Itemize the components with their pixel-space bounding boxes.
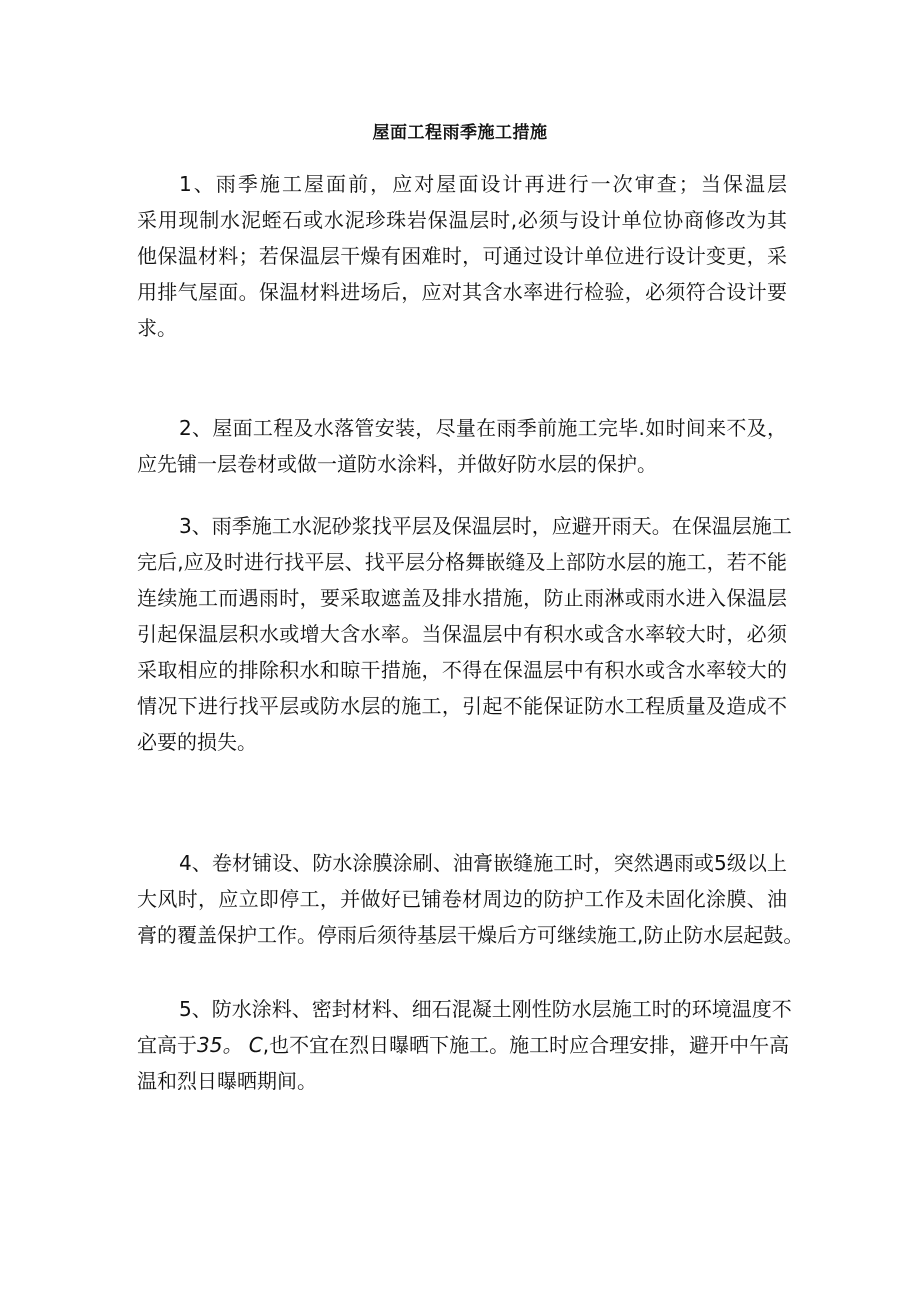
paragraph-line: 引起保温层积水或增大含水率。当保温层中有积水或含水率较大时，必须 bbox=[137, 622, 787, 646]
paragraph-line: 大风时，应立即停工，并做好已铺卷材周边的防护工作及未固化涂膜、油 bbox=[137, 887, 787, 911]
paragraph-line: 2、屋面工程及水落管安装，尽量在雨季前施工完毕.如时间来不及， bbox=[179, 416, 787, 440]
document-title: 屋面工程雨季施工措施 bbox=[372, 123, 548, 143]
paragraph-3 bbox=[137, 508, 792, 760]
paragraph-line: 必要的损失。 bbox=[137, 730, 257, 754]
paragraph-line: 3、雨季施工水泥砂浆找平层及保温层时，应避开雨天。在保温层施工 bbox=[179, 514, 792, 538]
paragraph-2 bbox=[137, 410, 787, 482]
paragraph-line: 连续施工而遇雨时，要采取遮盖及排水措施，防止雨淋或雨水进入保温层 bbox=[137, 586, 787, 610]
paragraph-line: 完后,应及时进行找平层、找平层分格舞嵌缝及上部防水层的施工，若不能 bbox=[137, 550, 787, 574]
paragraph-line: 4、卷材铺设、防水涂膜涂刷、油膏嵌缝施工时，突然遇雨或5级以上 bbox=[179, 851, 787, 875]
paragraph-line: 采取相应的排除积水和晾干措施，不得在保温层中有积水或含水率较大的 bbox=[137, 658, 787, 682]
paragraph-line: 膏的覆盖保护工作。停雨后须待基层干燥后方可继续施工,防止防水层起鼓。 bbox=[137, 923, 804, 947]
paragraph-line: 情况下进行找平层或防水层的施工，引起不能保证防水工程质量及造成不 bbox=[137, 694, 787, 718]
paragraph-line-temperature bbox=[137, 1027, 790, 1063]
paragraph-1 bbox=[137, 166, 787, 346]
paragraph-5 bbox=[137, 991, 792, 1099]
paragraph-line: 用排气屋面。保温材料进场后，应对其含水率进行检验，必须符合设计要 bbox=[137, 280, 787, 304]
temperature-value: 35。 C bbox=[197, 1033, 263, 1057]
paragraph-4 bbox=[137, 845, 804, 953]
paragraph-line: 应先铺一层卷材或做一道防水涂料，并做好防水层的保护。 bbox=[137, 452, 657, 476]
paragraph-line: 1、雨季施工屋面前，应对屋面设计再进行一次审查；当保温层 bbox=[179, 172, 787, 196]
paragraph-line: 他保温材料；若保温层干燥有困难时，可通过设计单位进行设计变更，采 bbox=[137, 244, 787, 268]
paragraph-line: 5、防水涂料、密封材料、细石混凝土刚性防水层施工时的环境温度不 bbox=[179, 997, 792, 1021]
line-prefix: 宜高于 bbox=[137, 1033, 197, 1057]
line-suffix: ,也不宜在烈日曝晒下施工。施工时应合理安排，避开中午高 bbox=[262, 1033, 790, 1057]
paragraph-line: 采用现制水泥蛭石或水泥珍珠岩保温层时,必须与设计单位协商修改为其 bbox=[137, 208, 787, 232]
paragraph-line: 温和烈日曝晒期间。 bbox=[137, 1069, 317, 1093]
paragraph-line: 求。 bbox=[137, 316, 177, 340]
